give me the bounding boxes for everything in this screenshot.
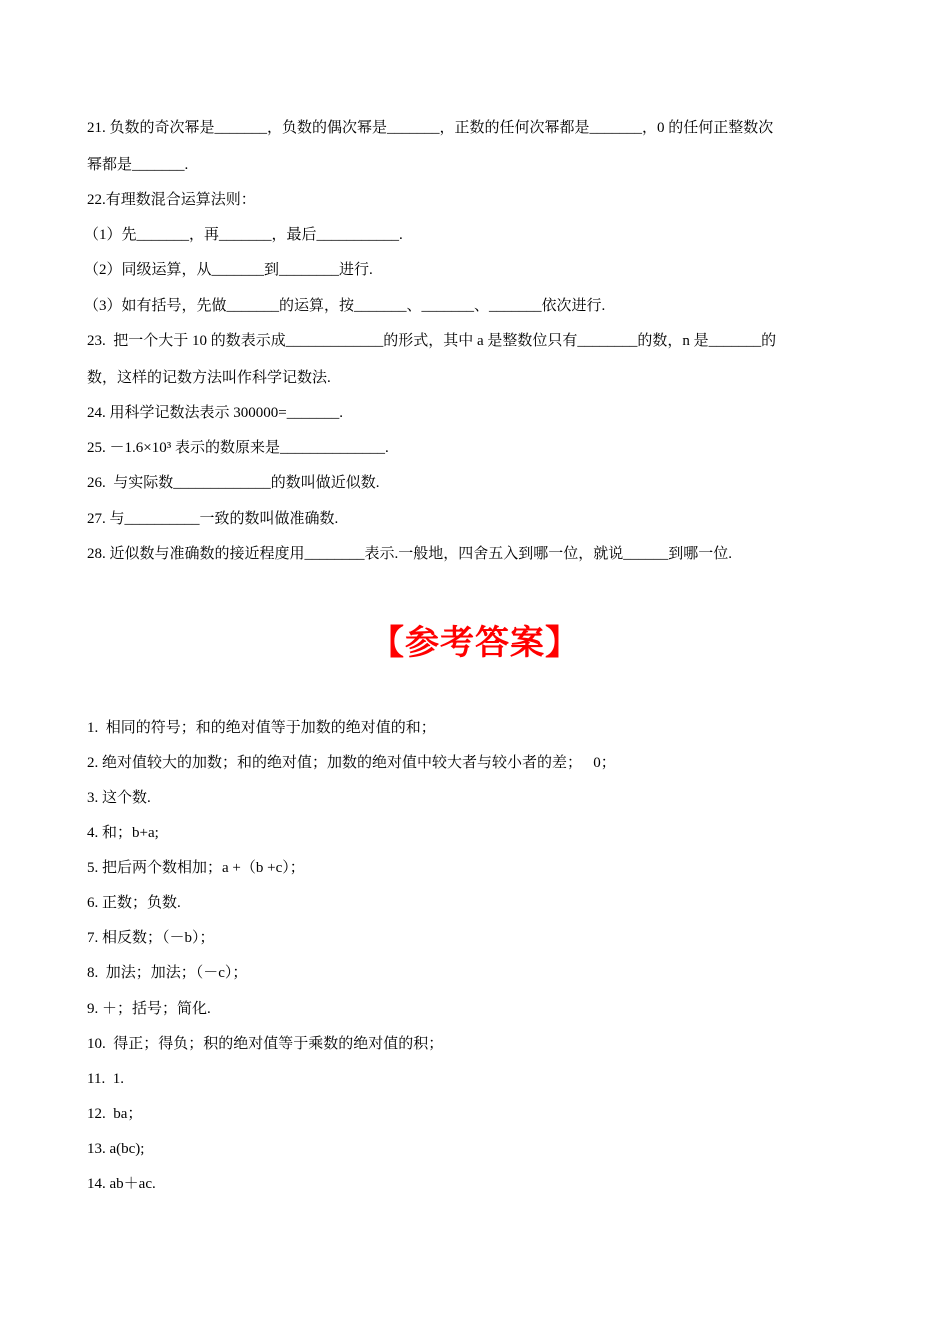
answer-line: 1. 相同的符号；和的绝对值等于加数的绝对值的和；	[87, 720, 436, 736]
question-line: 21. 负数的奇次幂是_______，负数的偶次幂是_______，正数的任何次幂都是_______，0 的任何正整数次	[87, 120, 774, 136]
question-line: 数，这样的记数方法叫作科学记数法.	[87, 370, 331, 386]
question-line: 22.有理数混合运算法则：	[87, 192, 256, 208]
answer-line: 5. 把后两个数相加；a +（b +c）；	[87, 860, 305, 876]
answer-line: 4. 和；b+a;	[87, 825, 159, 841]
answers-title: 【参考答案】	[370, 623, 580, 663]
answer-line: 12. ba；	[87, 1106, 143, 1122]
question-line: 23. 把一个大于 10 的数表示成_____________的形式，其中 a 是整数位只有________的数，n 是_______的	[87, 333, 777, 349]
question-line: （2）同级运算，从_______到________进行.	[84, 262, 373, 278]
question-line: 24. 用科学记数法表示 300000=_______.	[87, 405, 343, 421]
answer-line: 7. 相反数；（－b）；	[87, 930, 215, 946]
answer-line: 10. 得正；得负；积的绝对值等于乘数的绝对值的积；	[87, 1036, 444, 1052]
question-line: 25. －1.6×10³ 表示的数原来是______________.	[87, 440, 389, 456]
question-line: （3）如有括号，先做_______的运算，按_______、_______、_______依次进行.	[84, 298, 606, 314]
answer-line: 14. ab＋ac.	[87, 1176, 156, 1192]
answer-line: 13. a(bc);	[87, 1141, 145, 1157]
answer-line: 3. 这个数.	[87, 790, 151, 806]
answer-line: 6. 正数；负数.	[87, 895, 181, 911]
question-line: 26. 与实际数_____________的数叫做近似数.	[87, 475, 380, 491]
answer-line: 8. 加法；加法；（－c）；	[87, 965, 248, 981]
answer-line: 2. 绝对值较大的加数；和的绝对值；加数的绝对值中较大者与较小者的差； 0；	[87, 755, 616, 771]
question-line: 27. 与__________一致的数叫做准确数.	[87, 511, 339, 527]
answer-line: 9. ＋；括号；简化.	[87, 1001, 211, 1017]
answer-line: 11. 1.	[87, 1071, 124, 1087]
question-line: （1）先_______，再_______，最后___________.	[84, 227, 403, 243]
question-line: 幂都是_______.	[87, 157, 189, 173]
question-line: 28. 近似数与准确数的接近程度用________表示.一般地，四舍五入到哪一位，就说______到哪一位.	[87, 546, 733, 562]
